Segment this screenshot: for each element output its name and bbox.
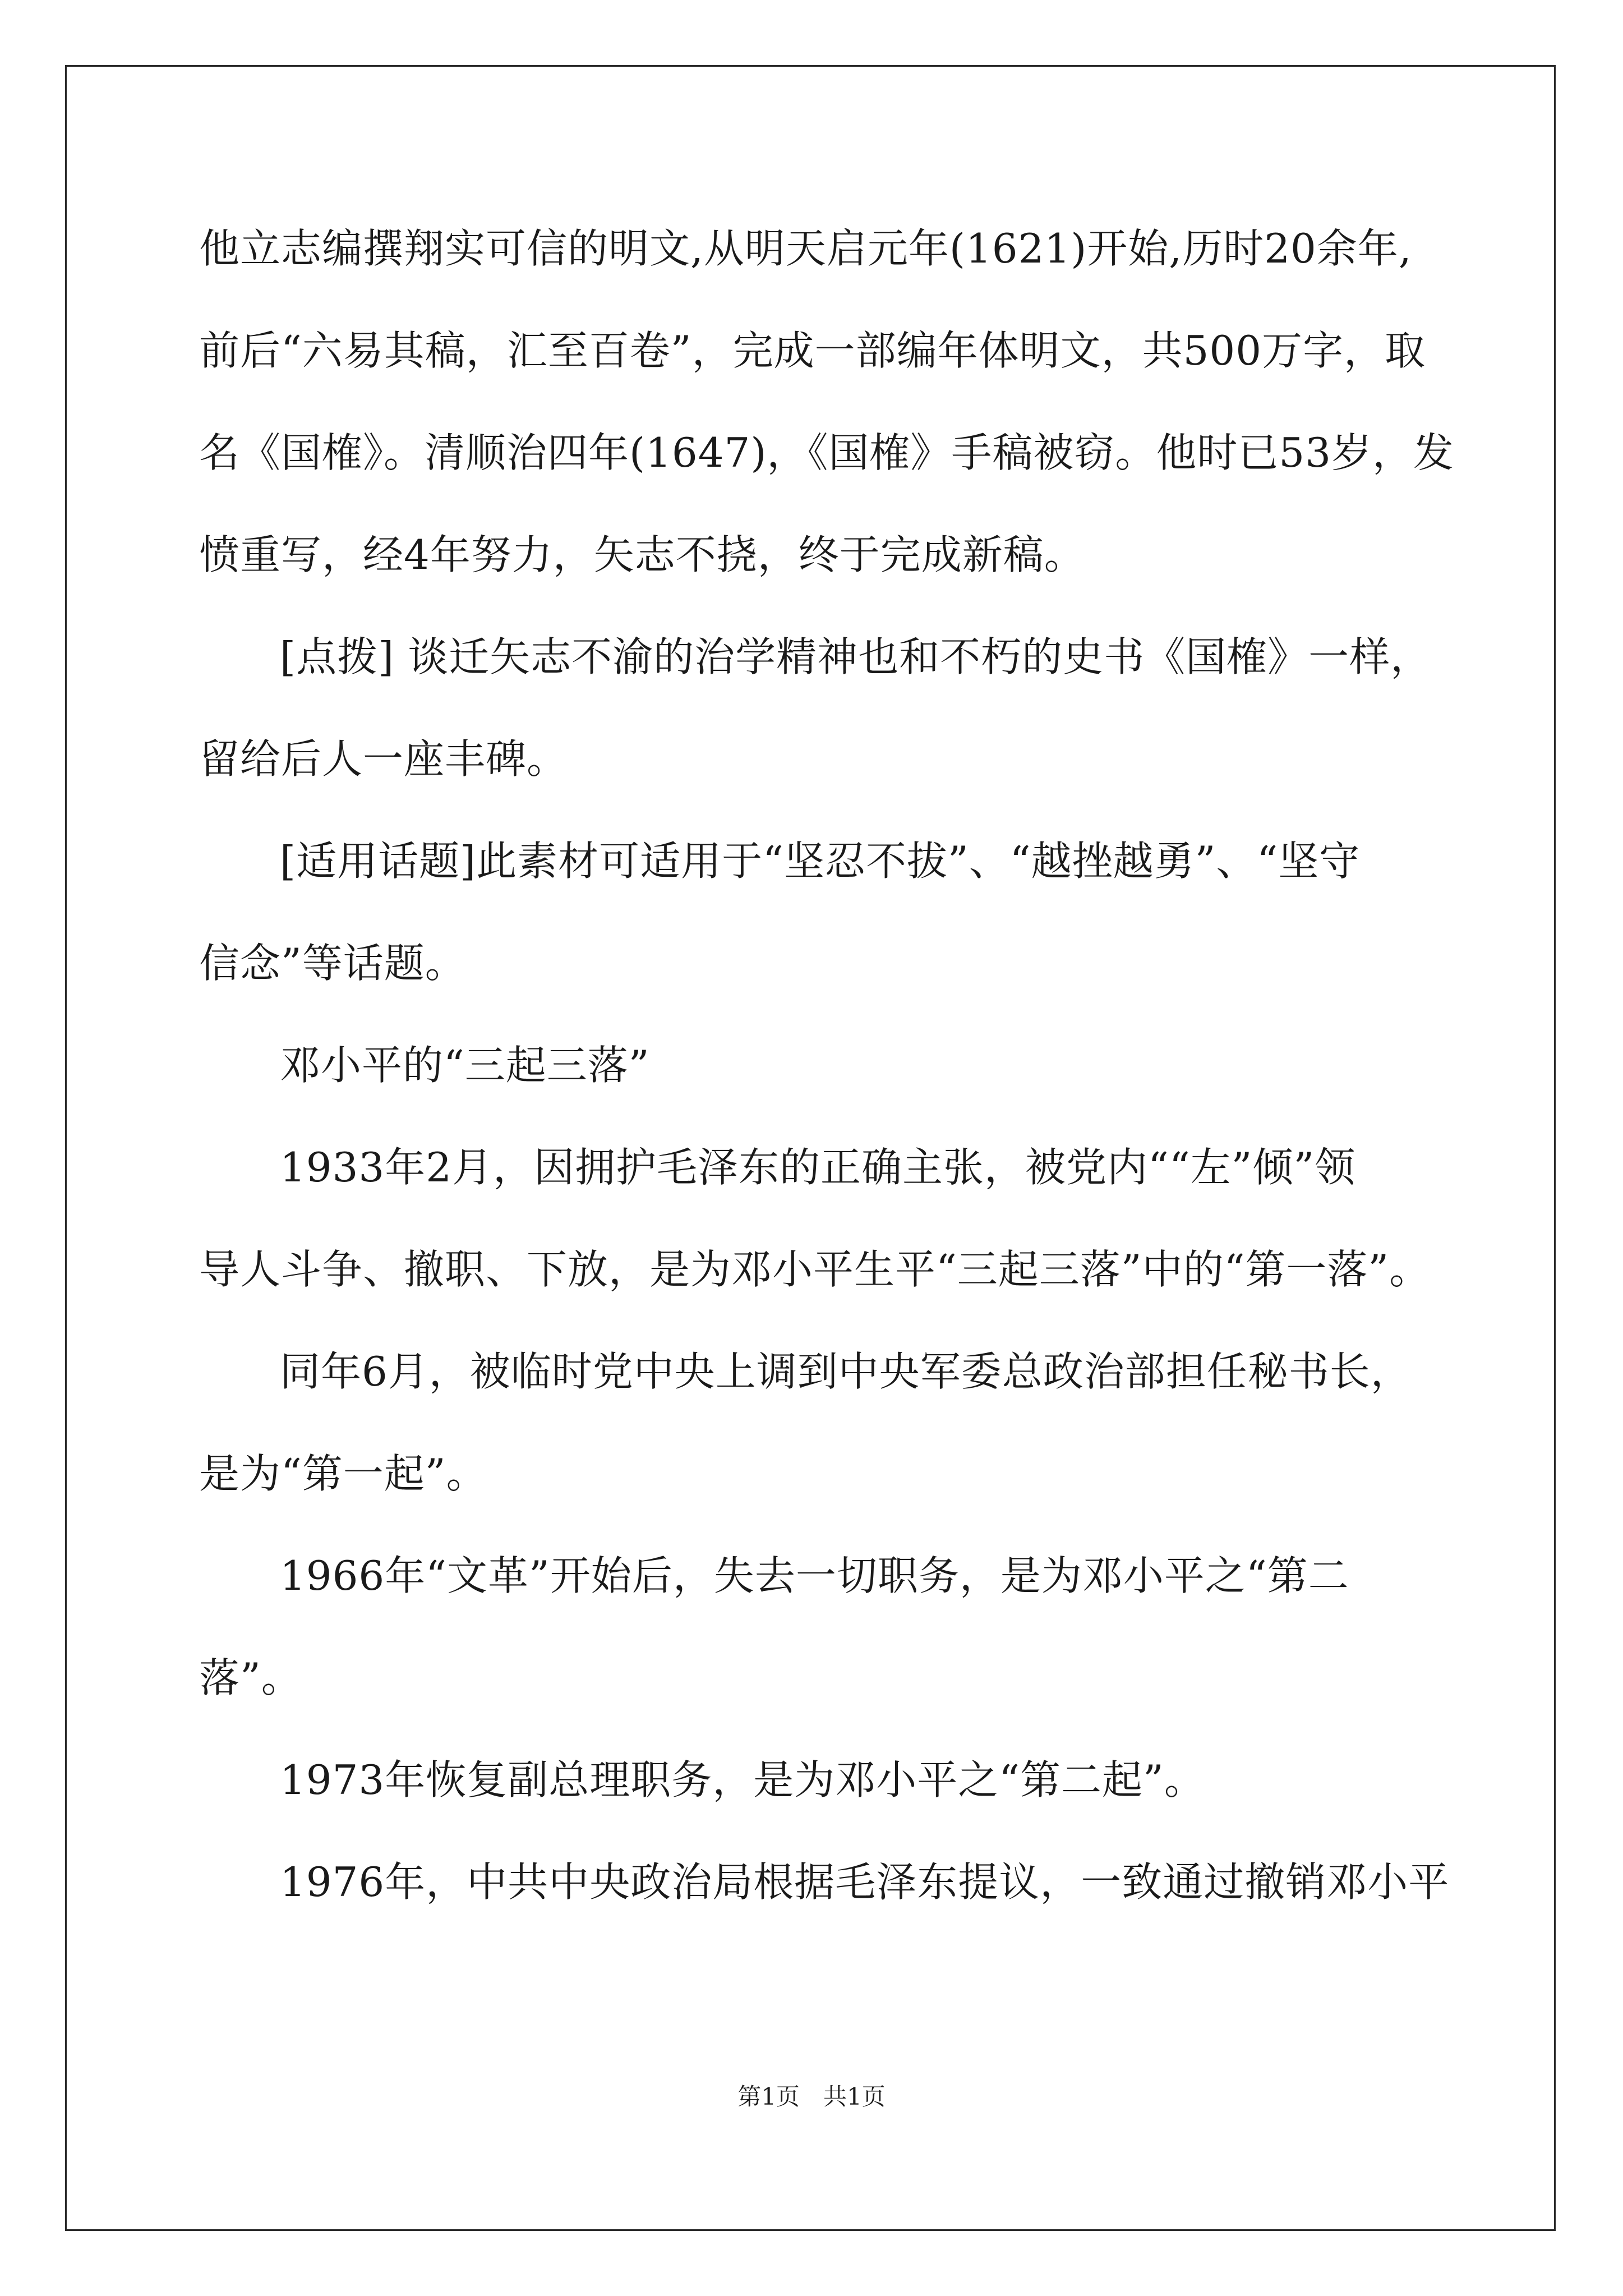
text-line: 导人斗争、撤职、下放，是为邓小平生平“三起三落”中的“第一落”。 <box>199 1246 1431 1293</box>
text-line: 1933年2月，因拥护毛泽东的正确主张，被党内““左”倾”领 <box>280 1144 1356 1191</box>
page-footer: 第1页 共1页 <box>737 2083 886 2110</box>
text-line: 1976年，中共中央政治局根据毛泽东提议，一致通过撤销邓小平 <box>280 1858 1450 1906</box>
text-line: 留给后人一座丰碑。 <box>199 735 568 783</box>
text-line: 1973年恢复副总理职务，是为邓小平之“第二起”。 <box>280 1756 1205 1803</box>
text-line: 前后“六易其稿，汇至百卷”，完成一部编年体明文，共500万字，取 <box>199 327 1426 374</box>
section-heading: 邓小平的“三起三落” <box>280 1042 650 1089</box>
text-line: 同年6月，被临时党中央上调到中央军委总政治部担任秘书长， <box>280 1348 1412 1395</box>
text-line: [点拨] 谈迁矢志不渝的治学精神也和不朽的史书《国榷》一样， <box>280 633 1432 680</box>
text-line: 他立志编撰翔实可信的明文,从明天启元年(1621)开始,历时20余年, <box>199 225 1412 272</box>
text-line: 1966年“文革”开始后，失去一切职务，是为邓小平之“第二 <box>280 1552 1349 1599</box>
text-line: 信念”等话题。 <box>199 940 466 987</box>
text-line: 名《国榷》。清顺治四年(1647)，《国榷》手稿被窃。他时已53岁，发 <box>199 429 1455 476</box>
text-line: [适用话题]此素材可适用于“坚忍不拔”、“越挫越勇”、“坚守 <box>280 838 1361 885</box>
text-line: 是为“第一起”。 <box>199 1450 487 1497</box>
text-line: 愤重写，经4年努力，矢志不挠，终于完成新稿。 <box>199 531 1085 578</box>
text-line: 落”。 <box>199 1654 302 1701</box>
document-body <box>199 197 1455 1933</box>
